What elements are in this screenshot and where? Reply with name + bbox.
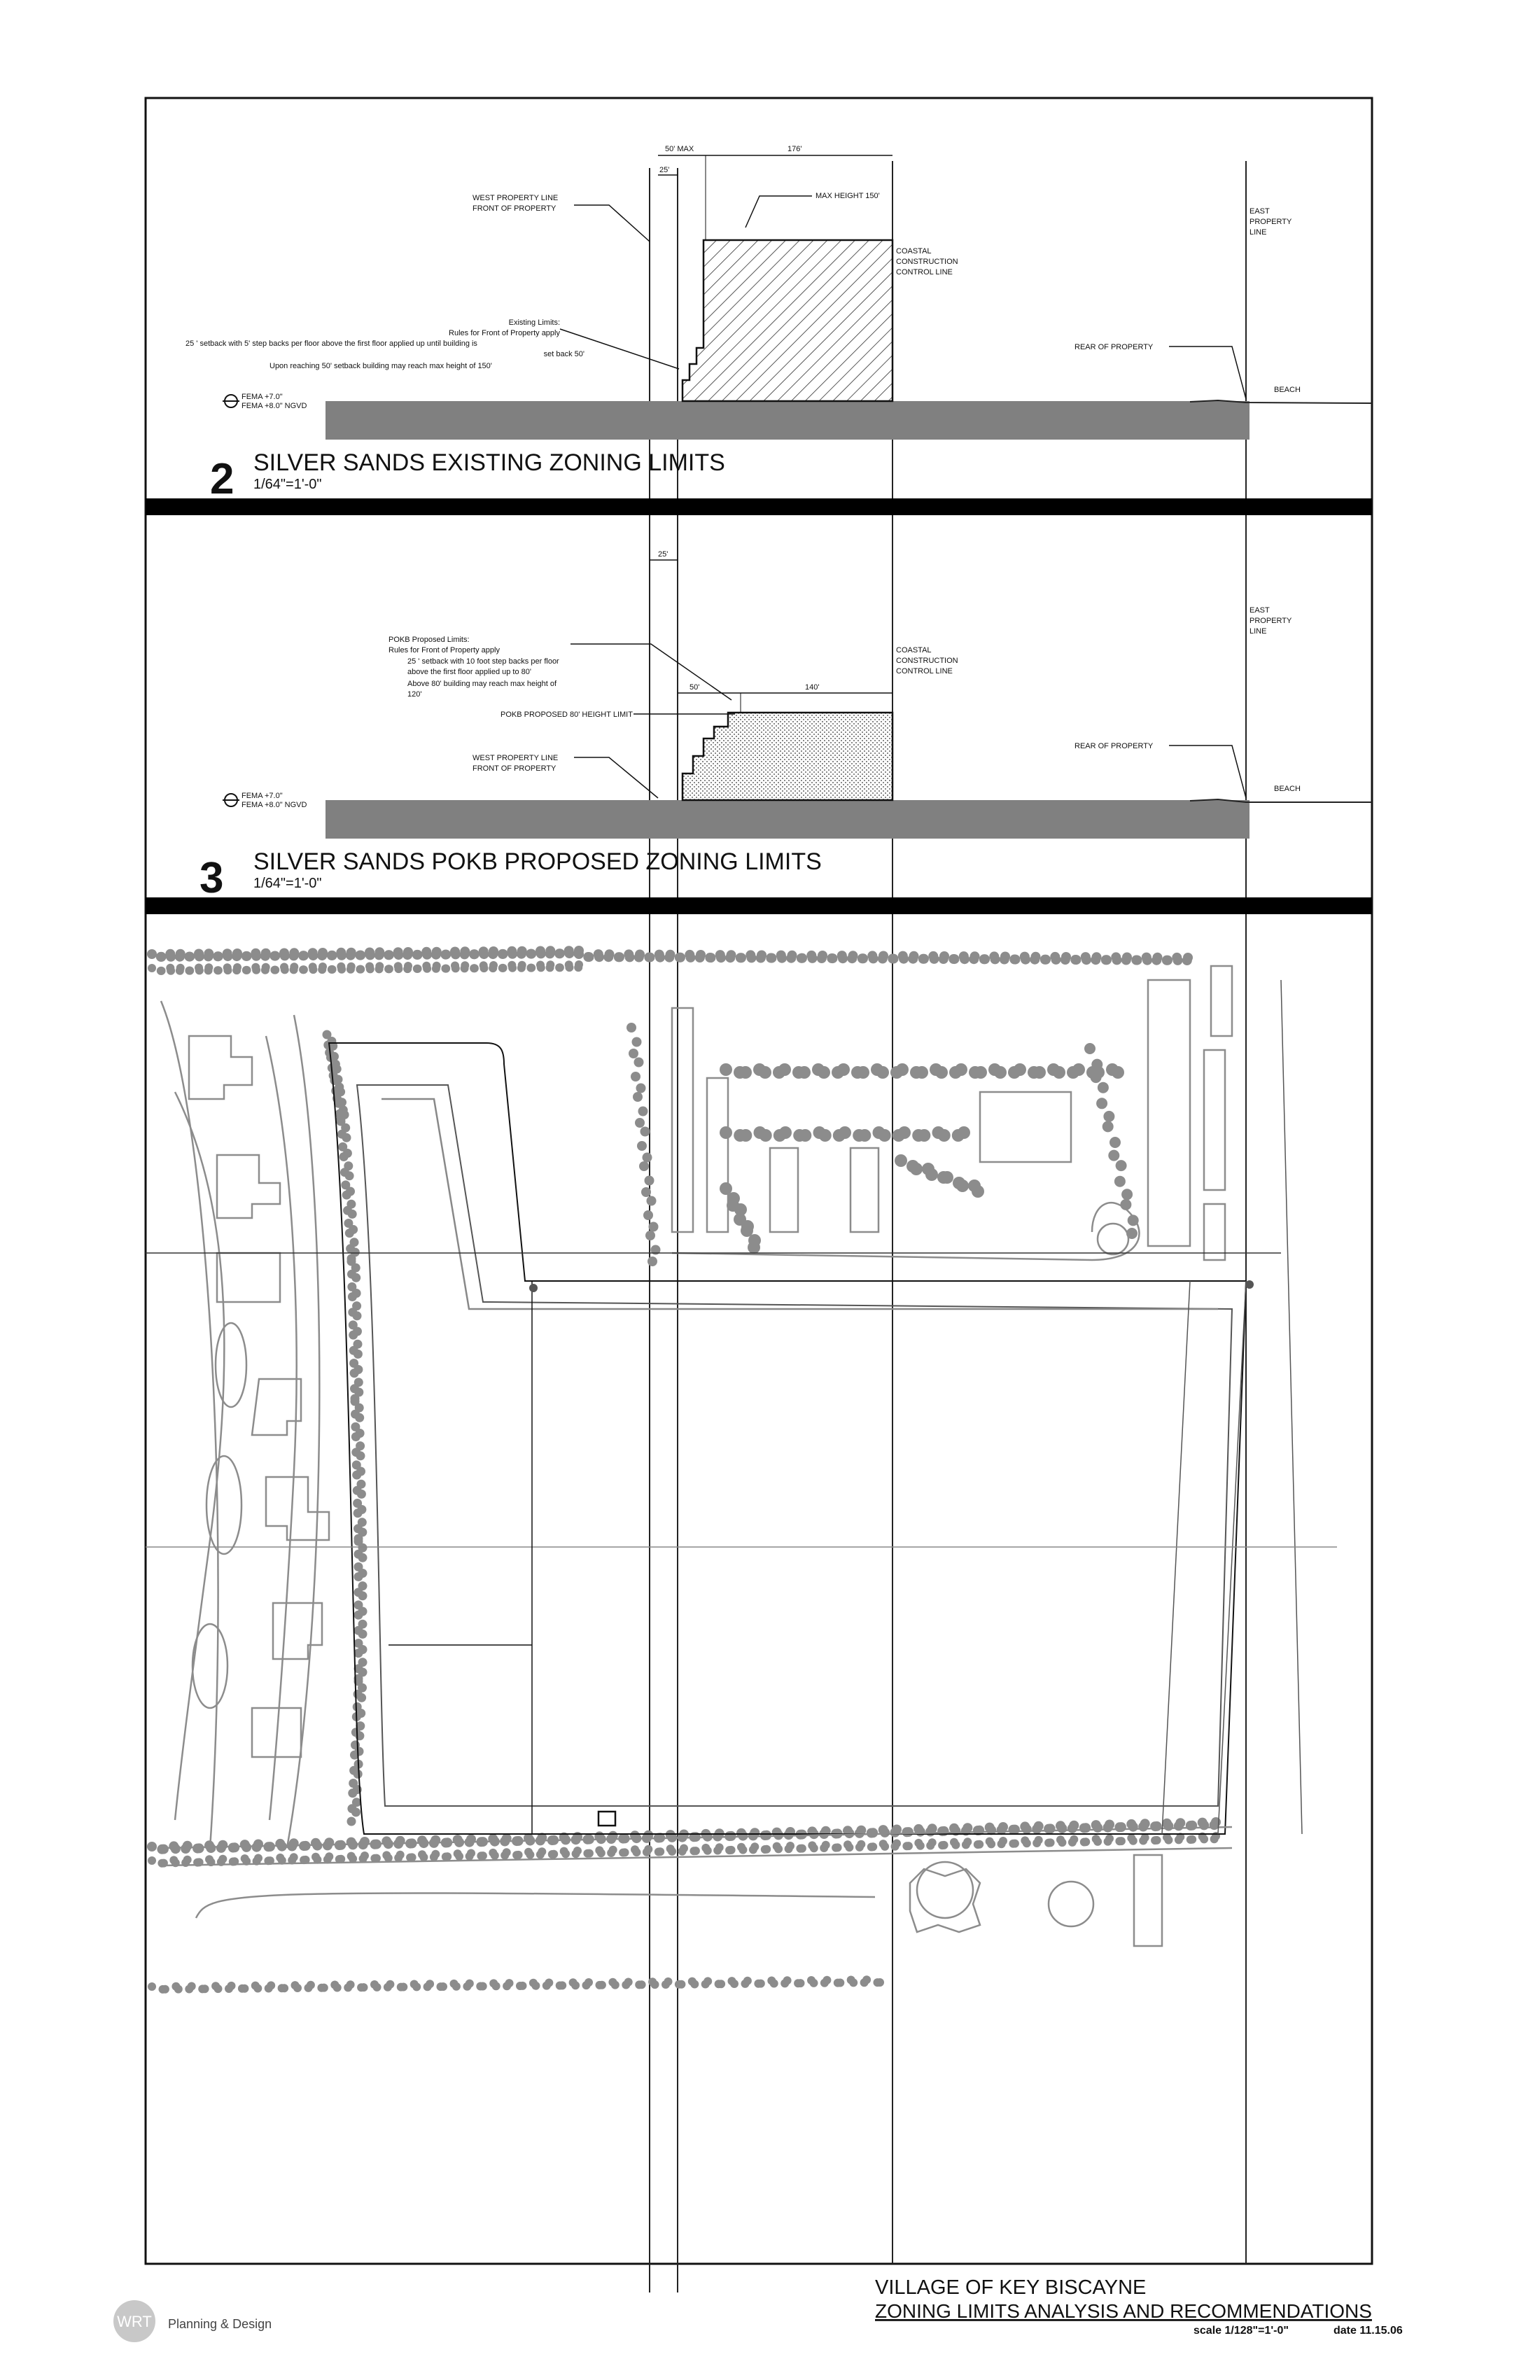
east-line-label: EAST: [1250, 207, 1270, 216]
section-divider-2: [146, 498, 1372, 515]
coastal-label-2: CONSTRUCTION: [896, 657, 958, 665]
wrt-logo: [113, 2300, 272, 2342]
rear-label: REAR OF PROPERTY: [1074, 742, 1154, 750]
coastal-label: COASTAL: [896, 247, 932, 255]
ground-band-3: [326, 800, 1250, 839]
dim-50-max: 50' MAX: [665, 145, 694, 153]
house: [252, 1379, 301, 1435]
coastal-label: COASTAL: [896, 646, 932, 654]
beach-label: BEACH: [1274, 785, 1301, 793]
west-road-2: [287, 1015, 319, 1848]
section-2-number: 2: [210, 455, 234, 503]
drawing-date: date 11.15.06: [1334, 2325, 1403, 2337]
fema-label-2: FEMA +8.0" NGVD: [241, 402, 307, 410]
rules-heading: POKB Proposed Limits:: [388, 636, 470, 644]
dim-25: 25': [658, 550, 668, 559]
section-3-scale: 1/64"=1'-0": [253, 876, 322, 891]
dim-50: 50': [690, 683, 700, 692]
logo-text: Planning & Design: [168, 2317, 272, 2331]
house: [266, 1477, 329, 1540]
section-2-title: SILVER SANDS EXISTING ZONING LIMITS: [253, 449, 725, 476]
house: [273, 1603, 322, 1659]
condo-building: [1148, 980, 1190, 1246]
fema-label-2: FEMA +8.0" NGVD: [241, 801, 307, 809]
rules-line-3: set back 50': [543, 350, 584, 358]
fema-label: FEMA +7.0": [241, 393, 283, 401]
rules-line-3: above the first floor applied up to 80': [407, 668, 531, 676]
house: [217, 1155, 280, 1218]
fema-label: FEMA +7.0": [241, 792, 283, 800]
east-line-label-2: PROPERTY: [1250, 218, 1292, 226]
title-line-1: VILLAGE OF KEY BISCAYNE: [875, 2276, 1147, 2299]
ground-band-2: [326, 401, 1250, 440]
east-line-label: EAST: [1250, 606, 1270, 615]
west-road: [161, 1001, 218, 1848]
title-block[interactable]: [875, 2276, 1403, 2337]
west-line-label: WEST PROPERTY LINE: [472, 754, 559, 762]
proposed-envelope: [682, 713, 892, 800]
house: [217, 1253, 280, 1302]
west-line-label: WEST PROPERTY LINE: [472, 194, 559, 202]
east-line-label-3: LINE: [1250, 228, 1267, 237]
coastal-label-3: CONTROL LINE: [896, 268, 953, 276]
dim-25: 25': [659, 166, 670, 174]
height-limit-label: POKB PROPOSED 80' HEIGHT LIMIT: [500, 710, 633, 719]
reference-lines: [650, 161, 1246, 2292]
west-line-label-2: FRONT OF PROPERTY: [472, 764, 556, 773]
title-line-2: ZONING LIMITS ANALYSIS AND RECOMMENDATIONS: [875, 2300, 1372, 2322]
coastal-label-3: CONTROL LINE: [896, 667, 953, 676]
site-plan: [146, 946, 1337, 1994]
logo-mark: WRT: [117, 2313, 152, 2330]
section-3-elevation: [146, 550, 1372, 914]
rules-heading: Existing Limits:: [508, 318, 560, 327]
rules-line-2: 25 ' setback with 5' step backs per floor above the first floor applied up until building is: [186, 340, 477, 348]
east-line-label-3: LINE: [1250, 627, 1267, 636]
rules-line-1: Rules for Front of Property apply: [388, 646, 500, 654]
coastal-label-2: CONSTRUCTION: [896, 258, 958, 266]
section-2-elevation: [146, 145, 1372, 515]
max-height-label: MAX HEIGHT 150': [816, 192, 880, 200]
section-3-title: SILVER SANDS POKB PROPOSED ZONING LIMITS: [253, 848, 822, 875]
existing-envelope: [682, 240, 892, 401]
drawing-scale: scale 1/128"=1'-0": [1194, 2325, 1289, 2337]
tree-hedges: [147, 946, 1221, 1994]
west-line-label-2: FRONT OF PROPERTY: [472, 204, 556, 213]
house: [189, 1036, 252, 1099]
rules-line-4: Upon reaching 50' setback building may reach max height of 150': [270, 362, 492, 370]
rear-label: REAR OF PROPERTY: [1074, 343, 1154, 351]
rules-line-1: Rules for Front of Property apply: [449, 329, 560, 337]
rules-line-5: 120': [407, 690, 422, 699]
property-outline: [329, 1043, 1246, 1834]
section-divider-3: [146, 897, 1372, 914]
section-2-scale: 1/64"=1'-0": [253, 477, 322, 492]
condo-building: [672, 1008, 693, 1232]
rules-line-2: 25 ' setback with 10 foot step backs per floor: [407, 657, 559, 666]
beach-label: BEACH: [1274, 386, 1301, 394]
dim-176: 176': [788, 145, 802, 153]
dim-140: 140': [805, 683, 820, 692]
section-3-number: 3: [200, 854, 224, 902]
rules-line-4: Above 80' building may reach max height of: [407, 680, 557, 688]
east-line-label-2: PROPERTY: [1250, 617, 1292, 625]
